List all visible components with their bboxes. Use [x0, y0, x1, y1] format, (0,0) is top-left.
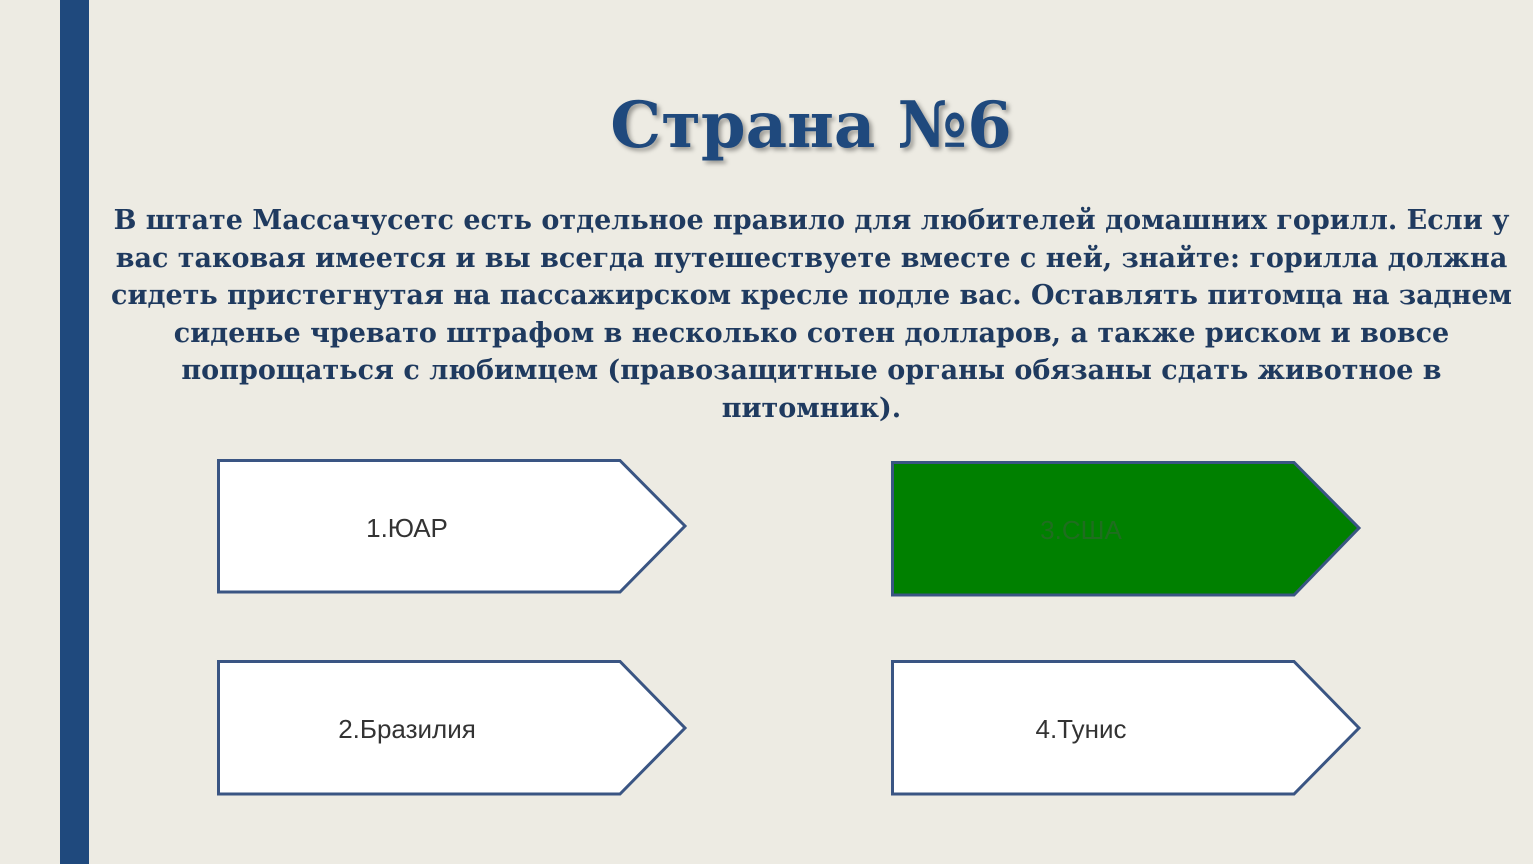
answer-option-1[interactable] — [217, 459, 687, 597]
answer-option-label: 4.Тунис — [1035, 713, 1127, 744]
slide-title: Страна №6 — [610, 88, 1012, 163]
question-text: В штате Массачусетс есть отдельное правило для любителей домашних горилл. Если у вас таковая имеется и вы всегда путешествуете вместе с ней, знайте: горилла должна сидеть пристегнутая на пассажирском кресле подле вас. Оставлять питомца на заднем сиденье чревато штрафом в несколько сотен долларов, а также риском и вовсе попрощаться с любимцем (правозащитные органы обязаны сдать животное в питомник). — [111, 205, 1512, 424]
answer-option-label: 3.США — [1040, 514, 1122, 545]
answer-option-3[interactable] — [891, 461, 1361, 599]
side-accent-bar — [60, 0, 89, 864]
answer-option-2[interactable] — [217, 660, 687, 798]
answer-option-label: 2.Бразилия — [338, 713, 476, 744]
answer-option-4[interactable] — [891, 660, 1361, 798]
answer-option-label: 1.ЮАР — [366, 512, 448, 543]
